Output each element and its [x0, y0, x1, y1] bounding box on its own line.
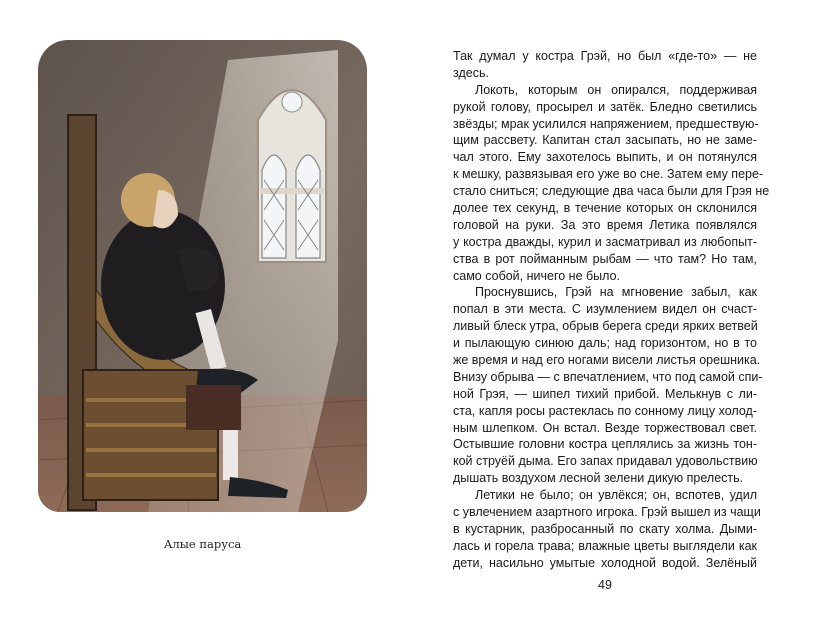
- text-line: лась и горела трава; влажные цветы выглядели как: [453, 538, 757, 553]
- page-number: 49: [598, 578, 612, 592]
- text-line: кой струёй дыма. Его запах придавал удовольствию: [453, 454, 758, 469]
- text-line: стало сниться; следующие два часа были для Грэя не: [453, 184, 770, 199]
- text-line: Летики не было; он увлёкся; он, вспотев, удил: [475, 488, 757, 503]
- text-line: ливый блеск утра, обрыв берега среди ярких ветвей: [453, 319, 758, 334]
- body-text: [453, 48, 770, 572]
- text-line: в кустарник, разбросанный по скату холма. Дыми-: [453, 521, 757, 536]
- text-line: Проснувшись, Грэй на мгновение забыл, как: [475, 285, 757, 300]
- text-line: само собой, ничего не было.: [453, 268, 620, 283]
- text-line: попал в эти места. С изумлением видел он счаст-: [453, 302, 757, 317]
- text-line: у костра дважды, курил и засматривал из любопыт-: [453, 234, 757, 249]
- illustration-painting: [38, 40, 367, 512]
- text-line: здесь.: [453, 65, 489, 80]
- text-line: к мешку, развязывая его уже во сне. Затем ему пере-: [453, 167, 764, 182]
- text-line: Остывшие головни костра цеплялись за жизнь тон-: [453, 437, 757, 452]
- text-line: рукой голову, просырел и затёк. Бледно светились: [453, 99, 757, 114]
- illustration: [38, 40, 367, 512]
- text-line: щим рассвету. Капитан стал засыпать, но не заме-: [453, 133, 757, 148]
- text-line: дышать воздухом лесной зелени дикую прелесть.: [453, 471, 744, 486]
- text-line: же время и над его ногами висели листья орешника.: [453, 353, 761, 368]
- text-line: ста, капля росы растеклась по сонному лицу холод-: [453, 403, 757, 418]
- illustration-caption: Алые паруса: [163, 537, 242, 551]
- text-line: головой на руки. За это время Летика появлялся: [453, 217, 757, 232]
- text-line: Внизу обрыва — с впечатлением, что под самой спи-: [453, 369, 763, 384]
- text-line: долее тех секунд, в течение которых он склонился: [453, 201, 757, 216]
- text-line: с увлечением азартного игрока. Грэй вышел из чащи: [453, 505, 761, 520]
- text-line: ным шлепком. Он встал. Везде торжествовал свет.: [453, 420, 757, 435]
- text-line: дети, насильно умытые холодной водой. Зелёный: [453, 555, 757, 570]
- text-line: Локоть, которым он опирался, поддерживая: [475, 82, 757, 97]
- text-line: Так думал у костра Грэй, но был «где-то» — не: [453, 49, 757, 63]
- text-line: и пылающую синюю даль; над горизонтом, но в то: [453, 336, 757, 351]
- text-line: чал этого. Ему захотелось выпить, и он потянулся: [453, 150, 757, 165]
- text-line: ства в рот пойманным рыбам — что там? Но там,: [453, 251, 757, 266]
- text-line: ной Грэя, — шипел тихий прибой. Мелькнув с ли-: [453, 386, 757, 401]
- text-line: звёзды; мрак усилился напряжением, предшествую-: [453, 116, 759, 131]
